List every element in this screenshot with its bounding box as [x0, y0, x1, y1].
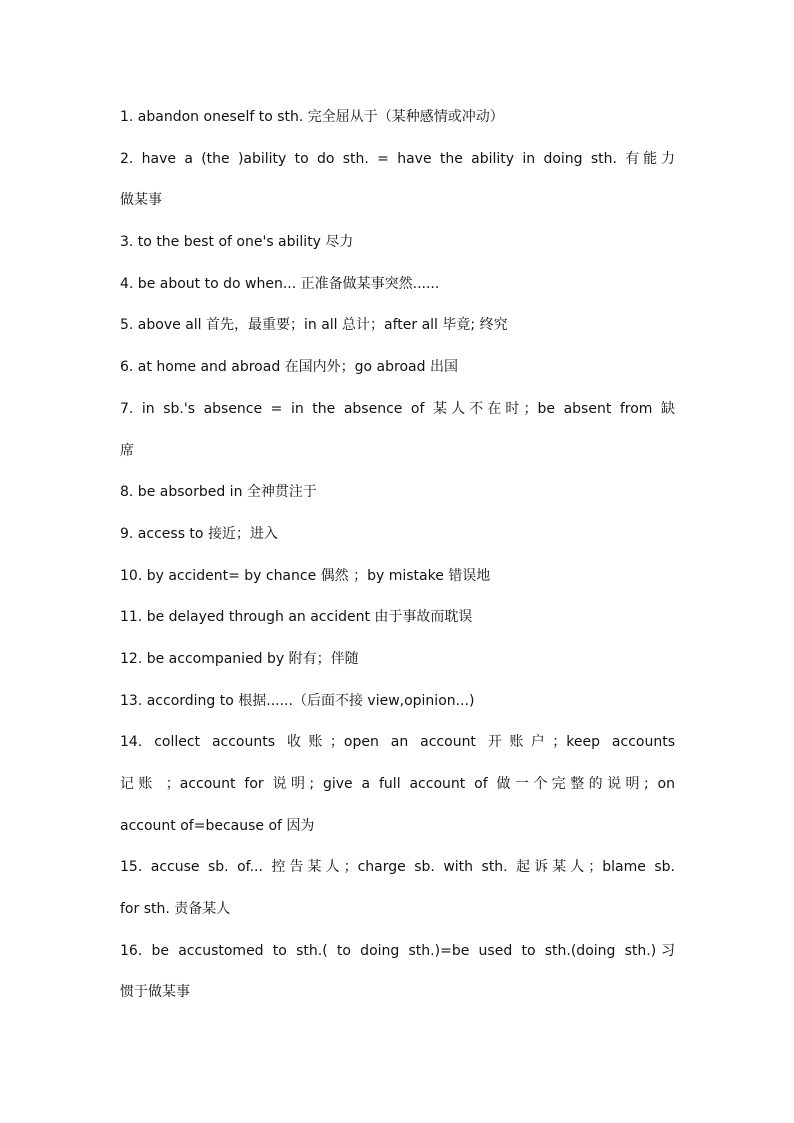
entry-4: 4. be about to do when... 正准备做某事突然......	[120, 275, 440, 292]
entry-15-line-1: 15. accuse sb. of... 控告某人；charge sb. with sth. 起诉某人；blame sb.	[120, 859, 675, 876]
entry-7-line-2: 席	[120, 442, 134, 459]
entry-7-line-1: 7. in sb.'s absence = in the absence of 某人不在时；be absent from 缺	[120, 400, 675, 417]
entry-16-line-2: 惯于做某事	[120, 984, 190, 1001]
entry-10: 10. by accident= by chance 偶然 ；by mistake 错误地	[120, 567, 491, 584]
entry-12: 12. be accompanied by 附有；伴随	[120, 650, 359, 667]
entry-14-line-3: account of=because of 因为	[120, 817, 315, 834]
entry-8: 8. be absorbed in 全神贯注于	[120, 484, 317, 501]
document-body	[120, 97, 675, 1014]
entry-14-line-2: 记账 ；account for 说明; give a full account of 做一个完整的说明; on	[120, 776, 675, 792]
entry-9: 9. access to 接近；进入	[120, 525, 278, 542]
entry-1: 1. abandon oneself to sth. 完全屈从于（某种感情或冲动）	[120, 109, 504, 125]
entry-14-line-1: 14. collect accounts 收账；open an account 开账户；keep accounts	[120, 734, 675, 751]
entry-2-line-2: 做某事	[120, 192, 162, 209]
entry-6: 6. at home and abroad 在国内外；go abroad 出国	[120, 359, 458, 376]
entry-11: 11. be delayed through an accident 由于事故而耽误	[120, 609, 473, 626]
entry-15-line-2: for sth. 责备某人	[120, 901, 231, 918]
entry-13: 13. according to 根据......（后面不接 view,opinion...)	[120, 692, 475, 709]
entry-5: 5. above all 首先，最重要；in all 总计；after all 毕竟; 终究	[120, 317, 508, 334]
entry-2-line-1: 2. have a (the )ability to do sth. = have the ability in doing sth. 有能力	[120, 150, 675, 167]
entry-16-line-1: 16. be accustomed to sth.( to doing sth.)=be used to sth.(doing sth.)习	[120, 942, 675, 959]
entry-3: 3. to the best of one's ability 尽力	[120, 234, 354, 251]
